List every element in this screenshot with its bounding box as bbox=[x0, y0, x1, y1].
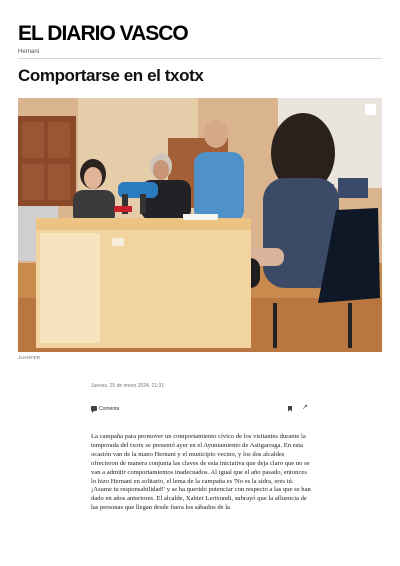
photo-credit: JUANFER bbox=[18, 355, 41, 360]
section-link[interactable]: Hernani bbox=[18, 49, 40, 55]
bookmark-icon[interactable] bbox=[288, 406, 292, 412]
share-icon[interactable]: ↗ bbox=[302, 404, 308, 411]
header-divider bbox=[18, 58, 382, 59]
comment-icon[interactable] bbox=[91, 406, 97, 411]
article-body: La campaña para promover un comportamiento cívico de los visitantes durante la temporada del txotx se presentó ayer en el Ayuntamiento de Astigarraga. En esta ocasión van de la mano Hernani y el municipio vecino, y los dos alcaldes ofrecieron de manera conjunta las claves de esta iniciativa que deja claro que no se van a admitir comportamientos inadecuados. Al igual que el año pasado, entonces lo hizo Hernani en solitario, el lema de la campaña es 'No es la sidra, eres tú. ¡Asume tu responsabilidad!' y se ha querido potenciar con respecto a las que se han dado en años anteriores. El alcalde, Xabier Lertxundi, subrayó que la afluencia de las personas que llegan desde fuera los sábados de la bbox=[91, 433, 311, 512]
article-actions bbox=[91, 404, 311, 416]
article-dateline: Jueves, 25 de enero 2024, 21:31 bbox=[91, 383, 165, 389]
expand-icon[interactable] bbox=[365, 104, 376, 115]
comment-button[interactable]: Comenta bbox=[99, 405, 120, 412]
article-headline: Comportarse en el txotx bbox=[18, 66, 204, 85]
article-photo[interactable] bbox=[18, 98, 382, 352]
site-logo[interactable]: EL DIARIO VASCO bbox=[18, 22, 188, 45]
press-conference-photo bbox=[18, 98, 382, 352]
